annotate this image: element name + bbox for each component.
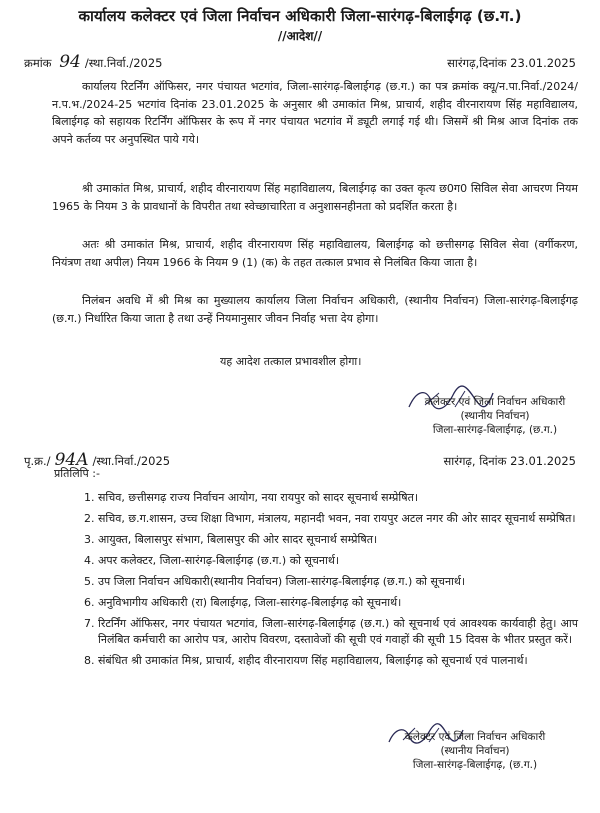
copy-reference-handwritten-number: 94A [54,450,89,470]
copy-reference-line [24,450,576,470]
reference-number [24,52,162,72]
paragraph-4: निलंबन अवधि में श्री मिश्र का मुख्यालय कार्यालय जिला निर्वाचन अधिकारी, (स्थानीय निर्वाचन) जिला-सारंगढ़-बिलाईगढ़ (छ.ग.) निर्धारित किया जाता है तथा उन्हें नियमानुसार जीवन निर्वाह भत्ता देय होगा। [52,294,578,325]
list-item: 7. रिटर्निंग ऑफिसर, नगर पंचायत भटगांव, जिला-सारंगढ़-बिलाईगढ़ (छ.ग.) को सूचनार्थ एवं आवश्यक कार्यवाही हेतु। आप निलंबित कर्मचारी का आरोप पत्र, आरोप विवरण, दस्तावेजों की सूची एवं गवाहों की सूची 15 दिवस के भीतर प्रस्तुत करें। [84,617,578,646]
reference-place-date: सारंगढ़,दिनांक 23.01.2025 [447,56,576,70]
signature-1-subtitle: (स्थानीय निर्वाचन) [460,410,530,422]
signature-2-subtitle: (स्थानीय निर्वाचन) [440,745,510,757]
copy-reference-suffix: /स्था.निर्वा./2025 [92,454,171,468]
list-item: 6. अनुविभागीय अधिकारी (रा) बिलाईगढ़, जिला-सारंगढ़-बिलाईगढ़ को सूचनार्थ। [84,596,402,609]
signature-1-designation: कलेक्टर एवं जिला निर्वाचन अधिकारी [424,396,566,408]
reference-handwritten-number: 94 [59,52,81,72]
copy-reference-place-date: सारंगढ़, दिनांक 23.01.2025 [443,454,576,468]
reference-line [24,52,576,72]
copy-reference-prefix: पृ.क्र./ [24,454,51,468]
signature-2-designation: कलेक्टर एवं जिला निर्वाचन अधिकारी [404,731,546,743]
order-heading: //आदेश// [277,29,323,43]
signature-block-1 [395,395,595,437]
copy-list [84,490,578,674]
list-item: 2. सचिव, छ.ग.शासन, उच्च शिक्षा विभाग, मंत्रालय, महानदी भवन, नवा रायपुर अटल नगर की ओर सादर सूचनार्थ सम्प्रेषित। [84,512,576,525]
signature-1-district: जिला-सारंगढ़-बिलाईगढ़, (छ.ग.) [432,424,558,436]
paragraph-3: अतः श्री उमाकांत मिश्र, प्राचार्य, शहीद वीरनारायण सिंह महाविद्यालय, बिलाईगढ़ को छत्तीसगढ़ सिविल सेवा (वर्गीकरण, नियंत्रण तथा अपील) नियम 1966 के नियम 9 (1) (क) के तहत तत्काल प्रभाव से निलंबित किया जाता है। [52,238,578,269]
closing-line: यह आदेश तत्काल प्रभावशील होगा। [220,355,362,368]
list-item: 8. संबंधित श्री उमाकांत मिश्र, प्राचार्य, शहीद वीरनारायण सिंह महाविद्यालय, बिलाईगढ़ को सूचनार्थ एवं पालनार्थ। [84,654,528,667]
list-item: 3. आयुक्त, बिलासपुर संभाग, बिलासपुर की ओर सादर सूचनार्थ सम्प्रेषित। [84,533,378,546]
signature-2-district: जिला-सारंगढ़-बिलाईगढ़, (छ.ग.) [412,759,538,771]
office-title: कार्यालय कलेक्टर एवं जिला निर्वाचन अधिकारी जिला-सारंगढ़-बिलाईगढ़ (छ.ग.) [78,7,522,25]
copy-label: प्रतिलिपि :- [54,467,100,480]
paragraph-1: कार्यालय रिटर्निंग ऑफिसर, नगर पंचायत भटगांव, जिला-सारंगढ़-बिलाईगढ़ (छ.ग.) का पत्र क्रमांक क्यू/न.पा.निर्वा./2024/न.प.भ./2024-25 भटगांव दिनांक 23.01.2025 के अनुसार श्री उमाकांत मिश्र, प्राचार्य, शहीद वीरनारायण सिंह महाविद्यालय, बिलाईगढ़ को सहायक रिटर्निंग ऑफिसर के रूप में नगर पंचायत भटगांव में ड्यूटी लगाई गई थी। जिसमें श्री मिश्र आज दिनांक तक अपने कर्तव्य पर अनुपस्थित पाये गये। [52,80,578,146]
paragraph-2: श्री उमाकांत मिश्र, प्राचार्य, शहीद वीरनारायण सिंह महाविद्यालय, बिलाईगढ़ का उक्त कृत्य छ0ग0 सिविल सेवा आचरण नियम 1965 के नियम 3 के प्रावधानों के विपरीत तथा स्वेच्छाचारिता व अनुशासनहीनता को प्रदर्शित करता है। [52,182,578,213]
reference-prefix: क्रमांक [24,56,52,70]
reference-suffix: /स्था.निर्वा./2025 [84,56,163,70]
list-item: 5. उप जिला निर्वाचन अधिकारी(स्थानीय निर्वाचन) जिला-सारंगढ़-बिलाईगढ़ (छ.ग.) को सूचनार्थ। [84,575,466,588]
signature-block-2 [375,730,575,772]
list-item: 1. सचिव, छत्तीसगढ़ राज्य निर्वाचन आयोग, नया रायपुर को सादर सूचनार्थ सम्प्रेषित। [84,491,419,504]
list-item: 4. अपर कलेक्टर, जिला-सारंगढ़-बिलाईगढ़ (छ.ग.) को सूचनार्थ। [84,554,340,567]
